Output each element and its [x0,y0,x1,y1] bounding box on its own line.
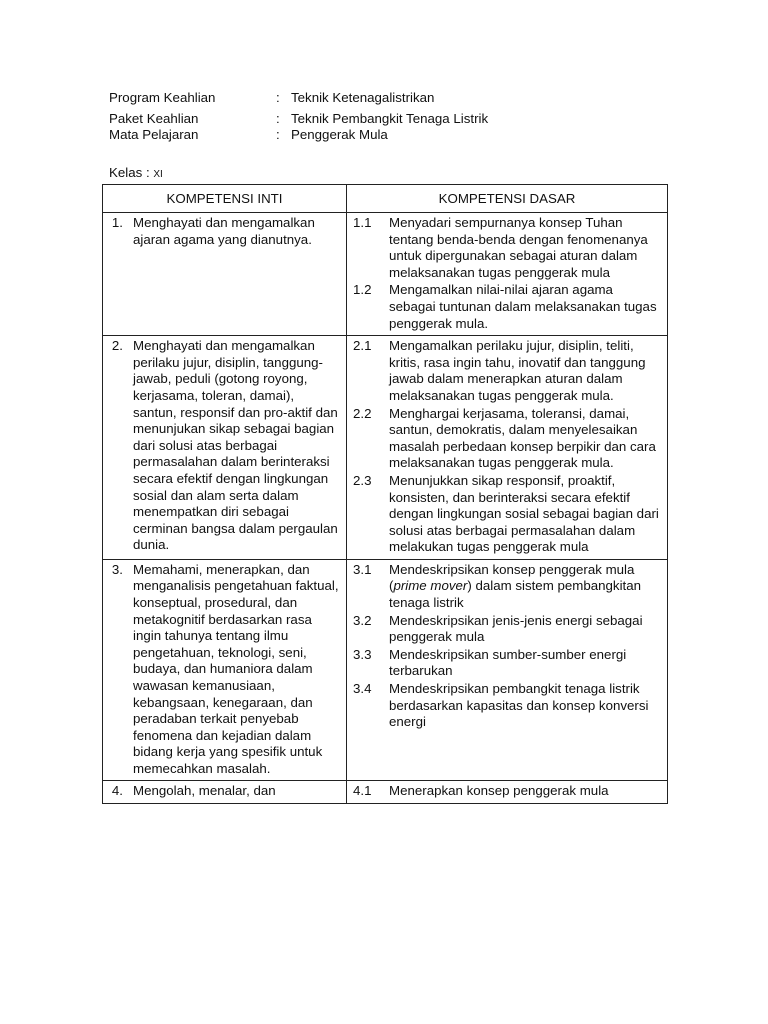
kd-text [389,562,663,612]
kd-number: 3.4 [353,681,372,697]
kd-number: 1.1 [353,215,372,230]
kd-item [353,613,663,646]
program-label: Program Keahlian [109,90,216,105]
table-header-row [103,185,668,213]
ki-number: 2. [111,338,123,354]
ki-cell [103,780,347,803]
table-row [103,336,668,560]
ki-text: Menghayati dan mengamalkan perilaku jujur, disiplin, tanggung-jawab, peduli (gotong royong, kerjasama, toleran, damai), santun, responsif dan pro-aktif dan menunjukan sikap sebagai bagian dari solusi atas berbagai permasalahan dalam berinteraksi secara efektif dengan lingkungan sosial dan alam serta dalam menempatkan diri sebagai cerminan bangsa dalam pergaulan dunia. [133,338,338,553]
kd-item [353,681,663,731]
kd-text-pre: Mendeskripsikan konsep penggerak mula ( [389,561,635,594]
kd-number: 4.1 [353,782,372,798]
header-kompetensi-inti: KOMPETENSI INTI [103,185,347,213]
kd-text: Menerapkan konsep penggerak mula [389,782,609,798]
ki-number: 1. [111,215,123,230]
table-row [103,559,668,780]
header-row-mapel [109,127,388,144]
kd-item [353,215,663,281]
kd-number: 2.2 [353,405,372,421]
kd-text: Mengamalkan perilaku jujur, disiplin, teliti, kritis, rasa ingin tahu, inovatif dan tanggung jawab dalam menerapkan aturan dalam melaksanakan tugas penggerak mula. [389,338,646,403]
ki-cell [103,336,347,560]
paket-value: Teknik Pembangkit Tenaga Listrik [291,111,489,126]
ki-text: Memahami, menerapkan, dan menganalisis pengetahuan faktual, konseptual, prosedural, dan metakognitif berdasarkan rasa ingin tahunya tentang ilmu pengetahuan, teknologi, seni, budaya, dan humaniora dalam wawasan kemanusiaan, kebangsaan, kenegaraan, dan peradaban terkait penyebab fenomena dan kejadian dalam bidang kerja yang spesifik untuk memecahkan masalah. [133,561,339,776]
kd-text: Mendeskripsikan jenis-jenis energi sebagai penggerak mula [389,612,643,645]
table-row [103,780,668,803]
kd-item [353,406,663,472]
kd-number: 2.3 [353,472,372,488]
kd-cell [347,213,668,336]
paket-colon: : [276,111,280,126]
kd-number: 1.2 [353,282,372,298]
kd-text: Menghargai kerjasama, toleransi, damai, santun, demokratis, dalam menyelesaikan masalah perbedaan konsep berpikir dan cara melaksanakan tugas penggerak mula. [389,405,656,471]
table-row [103,213,668,336]
header-kompetensi-dasar: KOMPETENSI DASAR [347,185,668,213]
ki-text: Menghayati dan mengamalkan ajaran agama yang dianutnya. [133,215,315,247]
competency-table [102,184,668,804]
program-colon: : [276,90,280,105]
kd-item [353,282,663,332]
kd-text: Mendeskripsikan sumber-sumber energi terbarukan [389,646,627,679]
kd-text: Menyadari sempurnanya konsep Tuhan tentang benda-benda dengan fenomenanya untuk dipergunakan sebagai aturan dalam melaksanakan tugas penggerak mula [389,215,648,280]
mapel-value: Penggerak Mula [291,127,388,142]
kelas-label: Kelas : [109,165,150,180]
kd-number: 3.1 [353,561,372,577]
header-row-paket [109,111,488,128]
kd-text-post: ) dalam sistem pembangkitan tenaga listrik [389,578,642,611]
program-value: Teknik Ketenagalistrikan [291,90,435,105]
kd-cell [347,336,668,560]
kd-cell [347,559,668,780]
ki-number: 3. [111,561,123,577]
kd-item [353,562,663,612]
ki-text: Mengolah, menalar, dan [133,782,276,798]
kd-text: Mendeskripsikan pembangkit tenaga listrik berdasarkan kapasitas dan konsep konversi energi [389,681,649,730]
kd-number: 3.2 [353,612,372,628]
kd-item [353,473,663,556]
kd-item [353,783,663,800]
mapel-colon: : [276,127,280,142]
kd-number: 2.1 [353,338,372,354]
paket-label: Paket Keahlian [109,111,199,126]
kd-text: Mengamalkan nilai-nilai ajaran agama sebagai tuntunan dalam melaksanakan tugas penggerak mula. [389,282,657,331]
kd-item [353,338,663,404]
ki-cell [103,559,347,780]
header-row-program [109,90,434,107]
ki-cell [103,213,347,336]
kd-cell [347,780,668,803]
kd-text-emphasis: prime mover [393,578,468,594]
ki-number: 4. [111,782,123,798]
kd-number: 3.3 [353,646,372,662]
mapel-label: Mata Pelajaran [109,127,199,142]
kelas-value: XI [153,169,163,180]
kd-text: Menunjukkan sikap responsif, proaktif, konsisten, dan berinteraksi secara efektif dengan lingkungan sosial sebagai bagian dari solusi atas berbagai permasalahan dalam melakukan tugas penggerak mula [389,472,659,555]
kd-item [353,647,663,680]
kelas-line [109,165,163,184]
